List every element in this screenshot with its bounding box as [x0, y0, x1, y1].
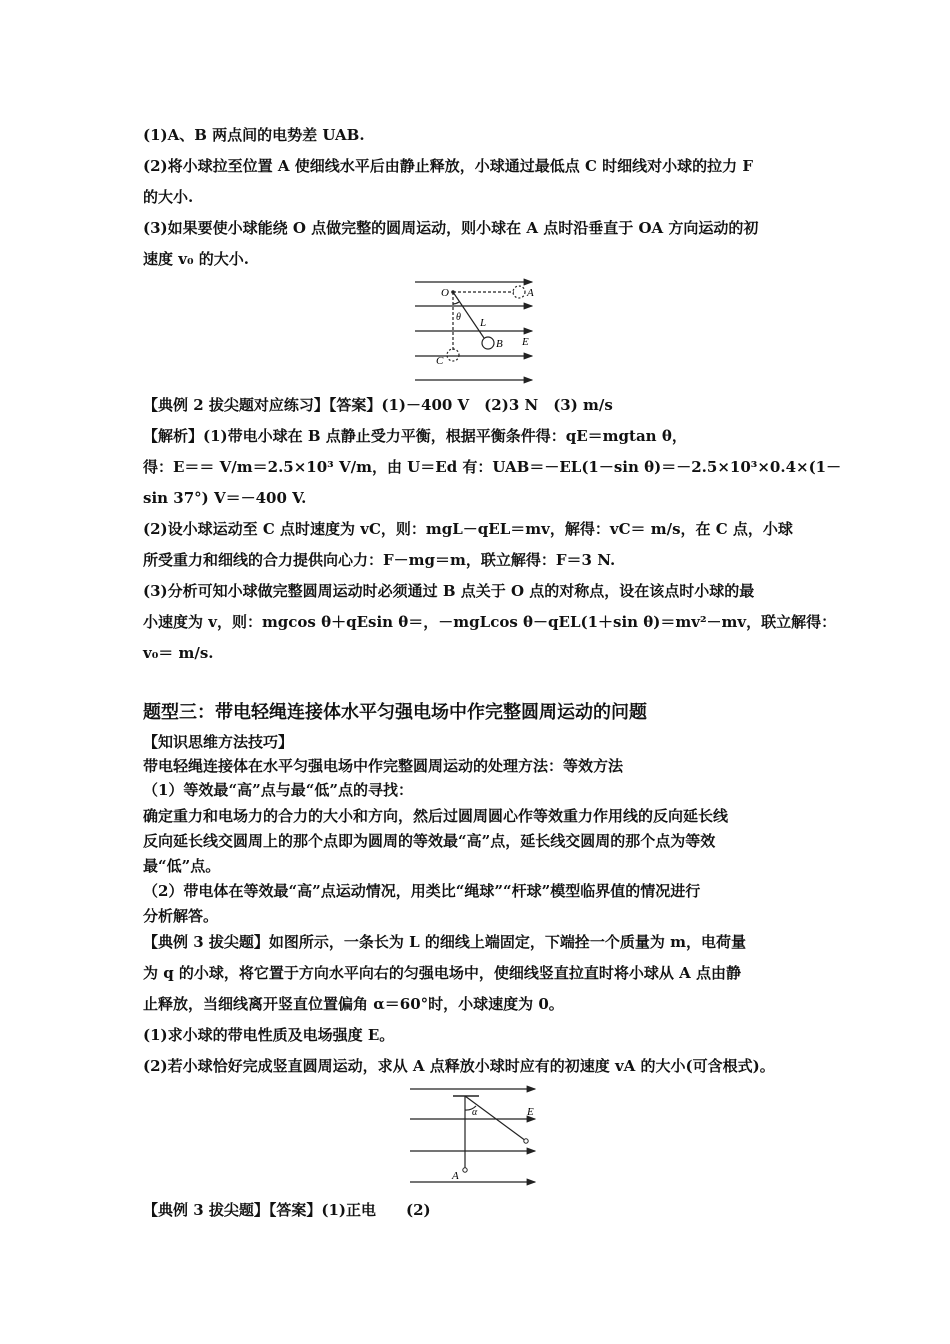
figure-pendulum-1	[410, 276, 540, 386]
answer2-line-3: 得：E＝＝ V/m＝2.5×10³ V/m，由 U＝Ed 有：UAB＝－EL(1－sin θ)＝－2.5×10³×0.4×(1－	[143, 458, 842, 476]
answer2-line-4: sin 37°) V＝－400 V.	[143, 489, 307, 507]
section3-line-3: （1）等效最“高”点与最“低”点的寻找：	[143, 781, 413, 799]
q1-line-1: (1)A、B 两点间的电势差 UAB.	[143, 126, 365, 144]
label-L: L	[480, 317, 487, 329]
section3-line-8: 分析解答。	[143, 907, 219, 925]
label-A: A	[527, 287, 534, 299]
q1-line-4: (3)如果要使小球能绕 O 点做完整的圆周运动，则小球在 A 点时沿垂直于 OA 方向运动的初	[143, 219, 759, 237]
section3-line-6: 最“低”点。	[143, 857, 221, 875]
label-A2: A	[452, 1170, 459, 1182]
label-theta: θ	[456, 312, 461, 323]
label-E: E	[522, 336, 529, 348]
section3-heading: 题型三：带电轻绳连接体水平匀强电场中作完整圆周运动的问题	[143, 702, 647, 723]
answer2-line-5: (2)设小球运动至 C 点时速度为 vC，则：mgL－qEL＝mv，解得：vC＝ m/s，在 C 点，小球	[143, 520, 793, 538]
figure-pendulum-2	[405, 1084, 545, 1189]
q1-line-2: (2)将小球拉至位置 A 使细线水平后由静止释放，小球通过最低点 C 时细线对小球的拉力 F	[143, 157, 753, 175]
label-B: B	[496, 338, 503, 350]
section3-line-7: （2）带电体在等效最“高”点运动情况，用类比“绳球”“杆球”模型临界值的情况进行	[143, 882, 701, 900]
label-C: C	[436, 355, 444, 367]
answer2-line-8: 小速度为 v，则：mgcos θ＋qEsin θ＝，－mgLcos θ－qEL(1＋sin θ)＝mv²－mv，联立解得：	[143, 613, 837, 631]
q1-line-5: 速度 v₀ 的大小.	[143, 250, 249, 268]
label-alpha: α	[472, 1107, 478, 1118]
q1-line-3: 的大小.	[143, 188, 194, 206]
section3-line-13: (2)若小球恰好完成竖直圆周运动，求从 A 点释放小球时应有的初速度 vA 的大小(可含根式)。	[143, 1057, 775, 1075]
section3-line-4: 确定重力和电场力的合力的大小和方向，然后过圆周圆心作等效重力作用线的反向延长线	[143, 807, 729, 825]
section3-line-2: 带电轻绳连接体在水平匀强电场中作完整圆周运动的处理方法：等效方法	[143, 757, 624, 775]
answer2-line-9: v₀＝ m/s.	[143, 644, 214, 662]
answer2-line-1: 【典例 2 拔尖题对应练习】【答案】(1)－400 V (2)3 N (3) m/s	[143, 396, 613, 414]
section3-line-10: 为 q 的小球，将它置于方向水平向右的匀强电场中，使细线竖直拉直时将小球从 A 点由静	[143, 964, 742, 982]
answer2-line-6: 所受重力和细线的合力提供向心力：F－mg＝m，联立解得：F＝3 N.	[143, 551, 616, 569]
section3-line-9: 【典例 3 拔尖题】如图所示，一条长为 L 的细线上端固定，下端拴一个质量为 m，电荷量	[143, 933, 746, 951]
answer3-line: 【典例 3 拔尖题】【答案】(1)正电 (2)	[143, 1201, 431, 1219]
section3-line-5: 反向延长线交圆周上的那个点即为圆周的等效最“高”点，延长线交圆周的那个点为等效	[143, 832, 716, 850]
answer2-line-2: 【解析】(1)带电小球在 B 点静止受力平衡，根据平衡条件得：qE＝mgtan θ，	[143, 427, 687, 445]
section3-line-1: 【知识思维方法技巧】	[143, 733, 294, 751]
section3-line-12: (1)求小球的带电性质及电场强度 E。	[143, 1026, 395, 1044]
label-E2: E	[527, 1106, 534, 1118]
section3-line-11: 止释放，当细线离开竖直位置偏角 α＝60°时，小球速度为 0。	[143, 995, 564, 1013]
label-O: O	[441, 287, 449, 299]
answer2-line-7: (3)分析可知小球做完整圆周运动时必须通过 B 点关于 O 点的对称点，设在该点时小球的最	[143, 582, 755, 600]
